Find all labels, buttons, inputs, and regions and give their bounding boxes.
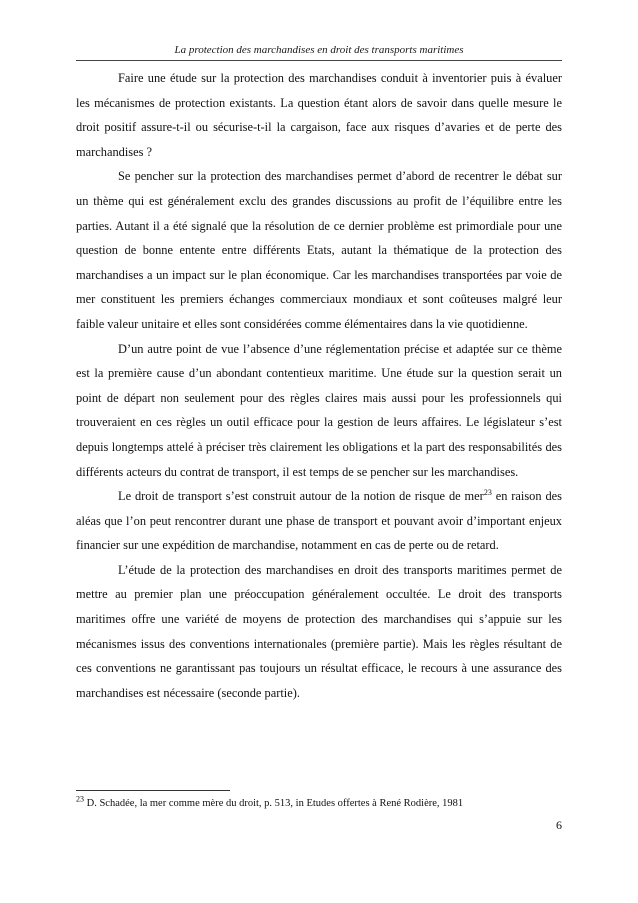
paragraph-1: Faire une étude sur la protection des marchandises conduit à inventorier puis à évaluer les mécanismes de protection existants. La question étant alors de savoir dans quelle mesure le droit positif assure-t-il ou sécurise-t-il la cargaison, face aux risques d’avaries et de perte des marchandises ? bbox=[76, 71, 562, 159]
paragraph-2: Se pencher sur la protection des marchandises permet d’abord de recentrer le débat sur un thème qui est généralement exclu des grandes discussions au profit de l’équilibre entre les parties. Autant il a été signalé que la résolution de ce dernier problème est primordiale pour une question de bonne entente entre différents Etats, autant la thématique de la protection des marchandises a un impact sur le plan économique. Car les marchandises transportées par voie de mer constituent les premiers échanges commerciaux mondiaux et sont coûteuses malgré leur faible valeur unitaire et elles sont considérées comme élémentaires dans la vie quotidienne. bbox=[76, 169, 562, 331]
footnote-separator bbox=[76, 790, 230, 791]
header-rule bbox=[76, 60, 562, 61]
running-header: La protection des marchandises en droit des transports maritimes bbox=[174, 44, 464, 56]
paragraph-4 bbox=[76, 484, 562, 558]
page-number: 6 bbox=[556, 818, 562, 832]
footnote bbox=[76, 794, 562, 810]
footnote-number: 23 bbox=[76, 794, 84, 804]
footnote-reference[interactable]: 23 bbox=[483, 487, 492, 497]
paragraph-5: L’étude de la protection des marchandises en droit des transports maritimes permet de mettre au premier plan une préoccupation généralement occultée. Le droit des transports maritimes offre une variété de moyens de protection des marchandises qui s’appuie sur les mécanismes issus des conventions internationales (première partie). Mais les règles résultant de ces conventions ne garantissant pas toujours un résultat efficace, le recours à une assurance des marchandises est nécessaire (seconde partie). bbox=[76, 562, 562, 700]
paragraph-4-start: Le droit de transport s’est construit autour de la notion de risque de mer bbox=[118, 489, 484, 504]
paragraph-4-end: en raison des aléas que l’on peut rencontrer durant une phase de transport et pouvant avoir d’important enjeux financier sur une expédition de marchandise, notamment en cas de perte ou de retard. bbox=[76, 489, 562, 553]
footnote-text: D. Schadée, la mer comme mère du droit, p. 513, in Etudes offertes à René Rodière, 1981 bbox=[84, 798, 464, 809]
paragraph-3: D’un autre point de vue l’absence d’une réglementation précise et adaptée sur ce thème est la première cause d’un abondant contentieux maritime. Une étude sur la question serait un point de départ non seulement pour des règles claires mais aussi pour les professionnels qui trouveraient en ces règles un outil efficace pour la gestion de leurs affaires. Le législateur s’est depuis longtemps attelé à préciser très clairement les obligations et la part des responsabilités des différents acteurs du contrat de transport, il est temps de se pencher sur les marchandises. bbox=[76, 341, 562, 479]
body-text bbox=[76, 66, 562, 705]
